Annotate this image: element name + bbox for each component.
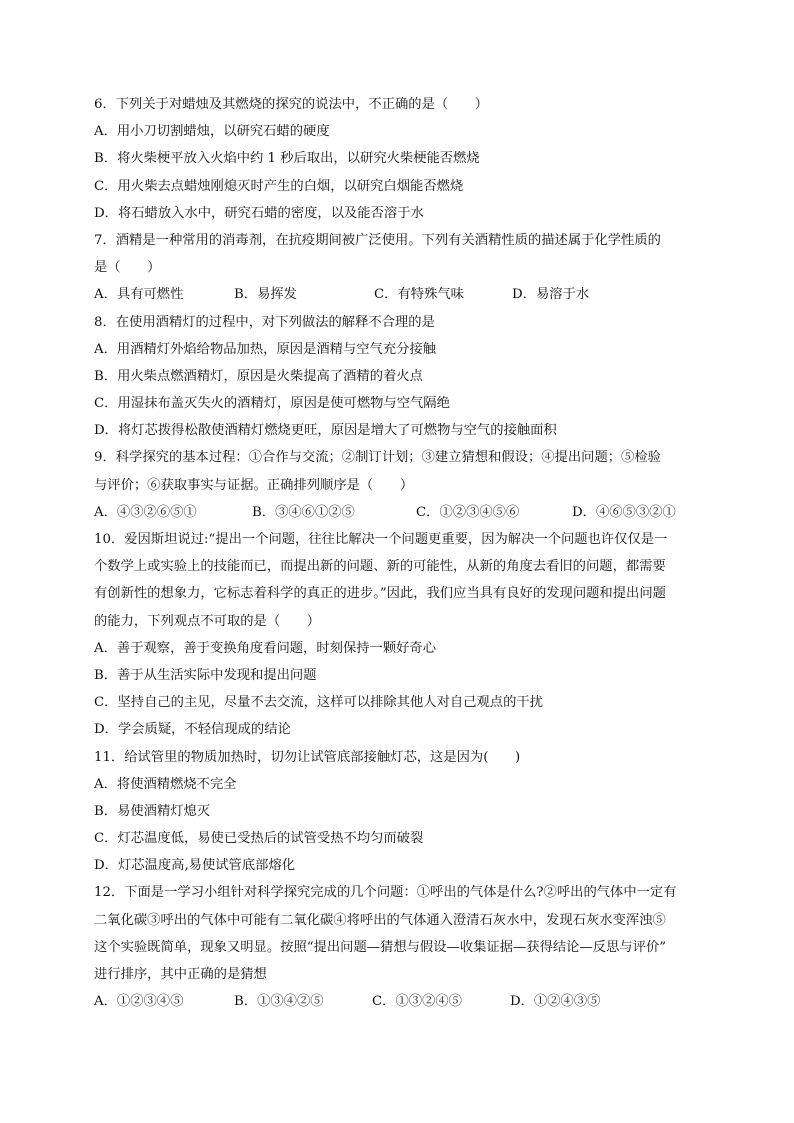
option-d: D．①②④③⑤ bbox=[510, 994, 601, 1010]
option-c: C．坚持自己的主见，尽量不去交流，这样可以排除其他人对自己观点的干扰 bbox=[94, 695, 543, 711]
option-a: A．④③②⑥⑤① bbox=[94, 504, 197, 520]
question-stem: 8．在使用酒精灯的过程中，对下列做法的解释不合理的是 bbox=[94, 314, 435, 330]
question-stem: 个数学上或实验上的技能而已，而提出新的问题、新的可能性，从新的角度去看旧的问题，都需要 bbox=[94, 559, 666, 575]
option-b: B．①③④②⑤ bbox=[234, 994, 324, 1010]
question-11 bbox=[94, 744, 702, 880]
options-row bbox=[94, 281, 702, 308]
option-d: D．易溶于水 bbox=[512, 287, 590, 303]
question-stem: 10．爱因斯坦说过:“提出一个问题，往往比解决一个问题更重要，因为解决一个问题也许仅仅是一 bbox=[94, 532, 668, 547]
question-stem: 11．给试管里的物质加热时，切勿让试管底部接触灯芯，这是因为( ) bbox=[94, 749, 521, 765]
option-c: C．灯芯温度低，易使已受热后的试管受热不均匀而破裂 bbox=[94, 831, 424, 847]
question-stem: 进行排序，其中正确的是猜想 bbox=[94, 967, 267, 982]
option-d: D．灯芯温度高,易使试管底部熔化 bbox=[94, 858, 296, 874]
question-stem: 这个实验既简单，现象又明显。按照“提出问题—猜想与假设—收集证据—获得结论—反思与评价” bbox=[94, 939, 667, 955]
option-b: B．将火柴梗平放入火焰中约 1 秒后取出，以研究火柴梗能否燃烧 bbox=[94, 151, 480, 167]
question-stem: 9．科学探究的基本过程：①合作与交流；②制订计划；③建立猜想和假设；④提出问题；⑤检验 bbox=[94, 450, 661, 466]
question-stem: 有创新性的想象力，它标志着科学的真正的进步。”因此，我们应当具有良好的发现问题和提出问题 bbox=[94, 586, 666, 602]
question-12 bbox=[94, 879, 702, 1015]
question-stem: 7．酒精是一种常用的消毒剂，在抗疫期间被广泛使用。下列有关酒精性质的描述属于化学性质的 bbox=[94, 232, 661, 248]
option-c: C．用火柴去点蜡烛刚熄灭时产生的白烟，以研究白烟能否燃烧 bbox=[94, 178, 464, 194]
option-d: D．将石蜡放入水中，研究石蜡的密度，以及能否溶于水 bbox=[94, 205, 424, 221]
option-b: B．易使酒精灯熄灭 bbox=[94, 803, 211, 819]
question-stem: 是（ ） bbox=[94, 260, 161, 276]
option-d: D．④⑥⑤③②① bbox=[572, 504, 676, 520]
question-stem: 6．下列关于对蜡烛及其燃烧的探究的说法中，不正确的是（ ） bbox=[94, 97, 489, 112]
option-d: D．将灯芯拨得松散使酒精灯燃烧更旺，原因是增大了可燃物与空气的接触面积 bbox=[94, 423, 557, 439]
option-a: A．将使酒精燃烧不完全 bbox=[94, 776, 237, 792]
options-row bbox=[94, 988, 702, 1015]
question-stem: 12．下面是一学习小组针对科学探究完成的几个问题：①呼出的气体是什么?②呼出的气体中一定有 bbox=[94, 885, 677, 901]
option-c: C．①②③④⑤⑥ bbox=[416, 504, 520, 520]
option-c: C．①③②④⑤ bbox=[372, 994, 462, 1010]
question-stem: 二氧化碳③呼出的气体中可能有二氧化碳④将呼出的气体通入澄清石灰水中，发现石灰水变浑浊⑤ bbox=[94, 912, 666, 928]
option-c: C．有特殊气味 bbox=[374, 287, 464, 303]
option-a: A．善于观察，善于变换角度看问题，时刻保持一颗好奇心 bbox=[94, 640, 437, 656]
question-6 bbox=[94, 91, 702, 227]
question-stem: 的能力，下列观点不可取的是（ ） bbox=[94, 613, 321, 629]
option-a: A．具有可燃性 bbox=[94, 287, 184, 303]
exam-page bbox=[94, 91, 702, 1015]
option-c: C．用湿抹布盖灭失火的酒精灯，原因是使可燃物与空气隔绝 bbox=[94, 396, 450, 412]
option-b: B．易挥发 bbox=[234, 287, 297, 303]
option-b: B．善于从生活实际中发现和提出问题 bbox=[94, 667, 317, 683]
option-a: A．用小刀切割蜡烛，以研究石蜡的硬度 bbox=[94, 124, 330, 140]
question-7 bbox=[94, 227, 702, 309]
option-a: A．①②③④⑤ bbox=[94, 994, 184, 1010]
options-row bbox=[94, 499, 702, 526]
option-b: B．用火柴点燃酒精灯，原因是火柴提高了酒精的着火点 bbox=[94, 368, 423, 384]
question-10 bbox=[94, 526, 702, 744]
option-d: D．学会质疑，不轻信现成的结论 bbox=[94, 722, 291, 738]
option-b: B．③④⑥①②⑤ bbox=[252, 504, 355, 520]
question-stem: 与评价；⑥获取事实与证据。正确排列顺序是（ ） bbox=[94, 477, 414, 493]
question-9 bbox=[94, 444, 702, 526]
option-a: A．用酒精灯外焰给物品加热，原因是酒精与空气充分接触 bbox=[94, 341, 437, 357]
question-8 bbox=[94, 309, 702, 445]
